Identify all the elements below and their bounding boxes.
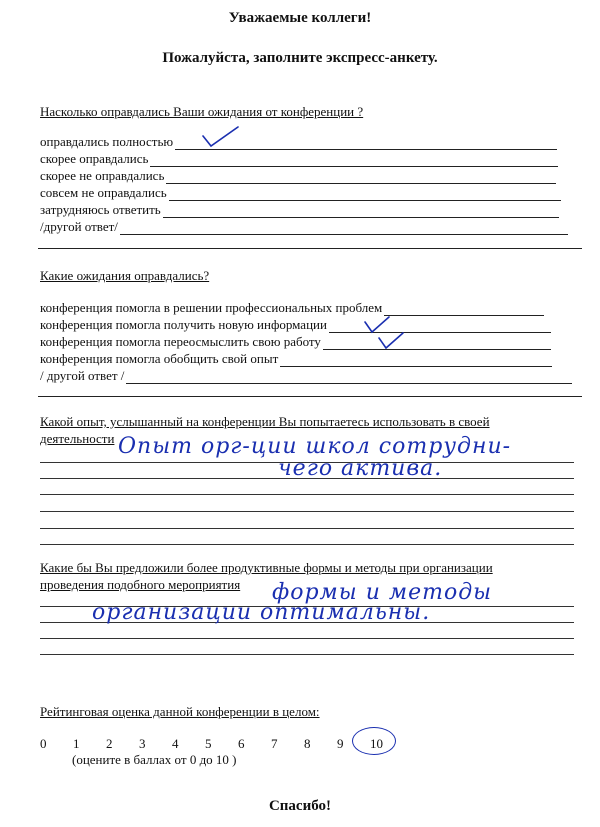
checkmark-icon xyxy=(200,124,242,150)
question-4-line-2: проведения подобного мероприятия xyxy=(40,577,241,592)
rating-option-5[interactable]: 5 xyxy=(205,736,212,751)
handwritten-answer-4-line-1: формы и методы xyxy=(272,580,493,605)
rating-question: Рейтинговая оценка данной конференции в целом: xyxy=(40,704,320,719)
rating-option-6[interactable]: 6 xyxy=(238,736,245,751)
q2-option-label: конференция помогла обобщить свой опыт xyxy=(40,351,279,366)
q2-option-4[interactable] xyxy=(40,368,572,384)
q1-option-4[interactable] xyxy=(40,202,559,218)
answer-line xyxy=(120,223,568,235)
q1-option-label: совсем не оправдались xyxy=(40,185,167,200)
answer-line xyxy=(166,172,556,184)
answer-line xyxy=(40,511,574,512)
answer-line xyxy=(40,528,574,529)
rating-option-10[interactable]: 10 xyxy=(370,736,383,751)
selected-rating-circle xyxy=(352,727,396,755)
thanks-text: Спасибо! xyxy=(268,798,332,814)
rating-option-8[interactable]: 8 xyxy=(304,736,311,751)
rating-option-4[interactable]: 4 xyxy=(172,736,179,751)
form-subtitle: Пожалуйста, заполните экспресс-анкету. xyxy=(162,50,438,66)
q2-option-label: конференция помогла получить новую информации xyxy=(40,317,327,332)
q1-option-label: /другой ответ/ xyxy=(40,219,118,234)
answer-line xyxy=(40,654,574,655)
rating-option-9[interactable]: 9 xyxy=(337,736,344,751)
answer-line xyxy=(40,494,574,495)
q2-option-1[interactable] xyxy=(40,317,551,333)
answer-line xyxy=(384,304,544,316)
answer-line xyxy=(169,189,561,201)
rating-option-7[interactable]: 7 xyxy=(271,736,278,751)
answer-line xyxy=(40,638,574,639)
checkmark-icon xyxy=(376,330,406,352)
answer-line xyxy=(150,155,558,167)
q1-option-label: скорее оправдались xyxy=(40,151,149,166)
question-1: Насколько оправдались Ваши ожидания от конференции ? xyxy=(40,104,364,119)
section-divider xyxy=(38,396,582,397)
q1-option-1[interactable] xyxy=(40,151,558,167)
handwritten-answer-4-line-2: организации оптимальны. xyxy=(92,600,431,625)
q1-option-label: оправдались полностью xyxy=(40,134,174,149)
handwritten-answer-3-line-2: чего актива. xyxy=(278,456,443,481)
rating-note: (оцените в баллах от 0 до 10 ) xyxy=(72,752,237,767)
q1-option-3[interactable] xyxy=(40,185,561,201)
q2-option-0[interactable] xyxy=(40,300,544,316)
q1-option-0[interactable] xyxy=(40,134,557,150)
q1-option-label: затрудняюсь ответить xyxy=(40,202,161,217)
greeting-title: Уважаемые коллеги! xyxy=(228,10,372,26)
q2-option-3[interactable] xyxy=(40,351,552,367)
rating-scale xyxy=(40,736,403,752)
q1-option-2[interactable] xyxy=(40,168,556,184)
q2-option-label: конференция помогла переосмыслить свою работу xyxy=(40,334,321,349)
answer-line xyxy=(163,206,559,218)
answer-line xyxy=(40,544,574,545)
q2-option-2[interactable] xyxy=(40,334,551,350)
rating-option-2[interactable]: 2 xyxy=(106,736,113,751)
handwritten-answer-3-line-1: Опыт орг-ции школ сотрудни- xyxy=(118,434,512,459)
question-3-line-2: деятельности xyxy=(40,431,115,446)
q1-option-5[interactable] xyxy=(40,219,568,235)
rating-option-3[interactable]: 3 xyxy=(139,736,146,751)
q1-option-label: скорее не оправдались xyxy=(40,168,165,183)
section-divider xyxy=(38,248,582,249)
answer-line xyxy=(323,338,551,350)
answer-line xyxy=(126,372,572,384)
rating-option-1[interactable]: 1 xyxy=(73,736,80,751)
rating-option-0[interactable]: 0 xyxy=(40,736,47,751)
question-2: Какие ожидания оправдались? xyxy=(40,268,210,283)
question-4-line-1: Какие бы Вы предложили более продуктивные формы и методы при организации xyxy=(40,560,493,575)
q2-option-label: конференция помогла в решении профессиональных проблем xyxy=(40,300,383,315)
answer-line xyxy=(280,355,552,367)
q2-option-label: / другой ответ / xyxy=(40,368,125,383)
question-3-line-1: Какой опыт, услышанный на конференции Вы попытаетесь использовать в своей xyxy=(40,414,490,429)
